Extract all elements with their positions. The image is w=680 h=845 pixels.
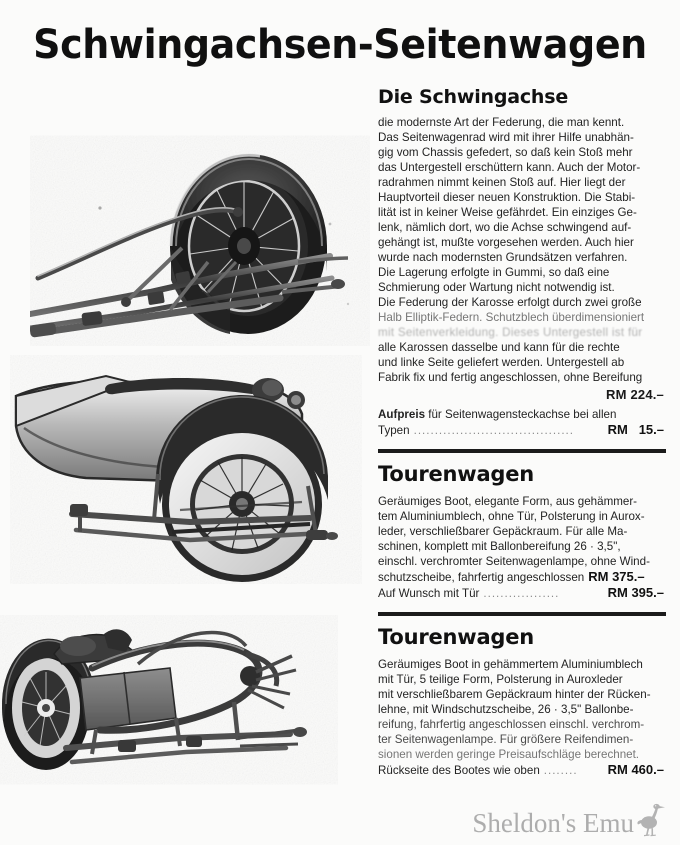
closing-text-degraded: Rückseite des Bootes wie oben	[378, 764, 540, 777]
text-line: lehne, mit Windschutzscheibe, 26 · 3,5" Ballonbe-	[378, 703, 634, 716]
text-line: Fabrik fix und fertig angeschlossen, ohne Bereifung	[378, 371, 643, 384]
text-line: Die Federung der Karosse erfolgt durch zwei große	[378, 296, 642, 309]
text-line: Schmierung oder Wartung nicht notwendig ist.	[378, 281, 615, 294]
text-line: alle Karossen dasselbe und kann für die rechte	[378, 341, 620, 354]
section-divider	[378, 612, 666, 616]
text-line: reifung, fahrfertig angeschlossen einschl. verchrom-	[378, 718, 645, 731]
photo-column	[0, 86, 372, 826]
body-die-schwingachse	[378, 115, 664, 385]
leader-dots: ..................	[483, 587, 560, 600]
surcharge-line-2	[378, 422, 664, 438]
text-line: wurde nach modernsten Grundsätzen verfahren.	[378, 251, 628, 264]
leader-dots: ......................................	[413, 424, 574, 437]
surcharge-line-1	[378, 407, 664, 422]
photo-swing-axle-chassis	[30, 96, 370, 346]
surcharge-text: für Seitenwagensteckachse bei allen	[425, 408, 617, 421]
surcharge-block	[378, 407, 664, 438]
emu-icon	[636, 801, 666, 837]
watermark-text: Sheldon's Emu	[472, 808, 634, 838]
heading-die-schwingachse: Die Schwingachse	[378, 86, 569, 108]
surcharge-lead: Aufpreis	[378, 408, 426, 421]
text-line: schinen, komplett mit Ballonbereifung 26 · 3,5",	[378, 540, 621, 553]
content-columns	[0, 86, 680, 826]
text-line: leder, verschließbarer Gepäckraum. Für alle Ma-	[378, 525, 628, 538]
heading-tourenwagen-2: Tourenwagen	[378, 625, 535, 649]
closing-line-with-price	[378, 762, 664, 778]
page-title: Schwingachsen-Seitenwagen	[33, 20, 647, 68]
photo-touring-car-body	[10, 354, 362, 584]
text-line-degraded: mit Seitenverkleidung. Dieses Untergestell ist für	[378, 326, 643, 339]
price-tourenwagen-1-mit-tuer: RM 395.–	[607, 585, 664, 600]
text-line-degraded: sionen werden geringe Preisaufschläge berechnet.	[378, 748, 640, 761]
text-line: Hauptvorteil dieser neuen Konstruktion. Die Stabi-	[378, 191, 636, 204]
text-line: gehängt ist, mußte vorgesehen werden. Auch hier	[378, 236, 634, 249]
section-divider	[378, 449, 666, 453]
price-tourenwagen-2: RM 460.–	[607, 762, 664, 777]
price-untergestell: RM 224.–	[606, 387, 664, 402]
leader-dots: ........	[543, 764, 578, 777]
text-line: das Untergestell erschüttern kann. Auch der Motor-	[378, 161, 641, 174]
text-line: einschl. verchromter Seitenwagenlampe, ohne Wind-	[378, 555, 650, 568]
text-line-with-price	[378, 569, 664, 585]
price-tourenwagen-1: RM 375.–	[588, 569, 645, 584]
option-line	[378, 585, 664, 601]
text-line: tem Aluminiumblech, ohne Tür, Polsterung in Aurox-	[378, 510, 645, 523]
price-steckachse: RM 15.–	[607, 422, 664, 437]
body-tourenwagen-1	[378, 494, 664, 601]
text-line: Das Seitenwagenrad wird mit ihrer Hilfe unabhän-	[378, 131, 634, 144]
text-line: ter Seitenwagenlampe. Für größere Reifendimen-	[378, 733, 634, 746]
heading-tourenwagen-1: Tourenwagen	[378, 462, 535, 486]
text-line: radrahmen nimmt keinen Stoß auf. Hier liegt der	[378, 176, 626, 189]
text-line: lenk, nämlich dort, wo die Achse schwingend auf-	[378, 221, 632, 234]
text-line: Die Lagerung erfolgte in Gummi, so daß eine	[378, 266, 610, 279]
text-line-degraded: Halb Elliptik-Federn. Schutzblech überdimensioniert	[378, 311, 645, 324]
option-label: Auf Wunsch mit Tür	[378, 587, 480, 600]
text-line: die modernste Art der Federung, die man kennt.	[378, 116, 625, 129]
text-line: Geräumiges Boot in gehämmertem Aluminiumblech	[378, 658, 643, 671]
closing-text: schutzscheibe, fahrfertig angeschlossen	[378, 571, 585, 584]
text-line: lität ist in keiner Weise gefährdet. Ein einziges Ge-	[378, 206, 637, 219]
text-line: und linke Seite geliefert werden. Untergestell ab	[378, 356, 625, 369]
text-line: Geräumiges Boot, elegante Form, aus gehämmer-	[378, 495, 638, 508]
text-line: gig vom Chassis gefedert, so daß kein Stoß mehr	[378, 146, 633, 159]
page-header	[0, 22, 680, 66]
watermark	[472, 801, 666, 837]
photo-touring-car-frame	[0, 598, 356, 810]
surcharge-type-label: Typen	[378, 424, 410, 437]
body-tourenwagen-2	[378, 657, 664, 778]
text-line: mit verschließbarem Gepäckraum hinter der Rücken-	[378, 688, 651, 701]
text-line: mit Tür, 5 teilige Form, Polsterung in Auroxleder	[378, 673, 623, 686]
text-column	[376, 86, 672, 826]
